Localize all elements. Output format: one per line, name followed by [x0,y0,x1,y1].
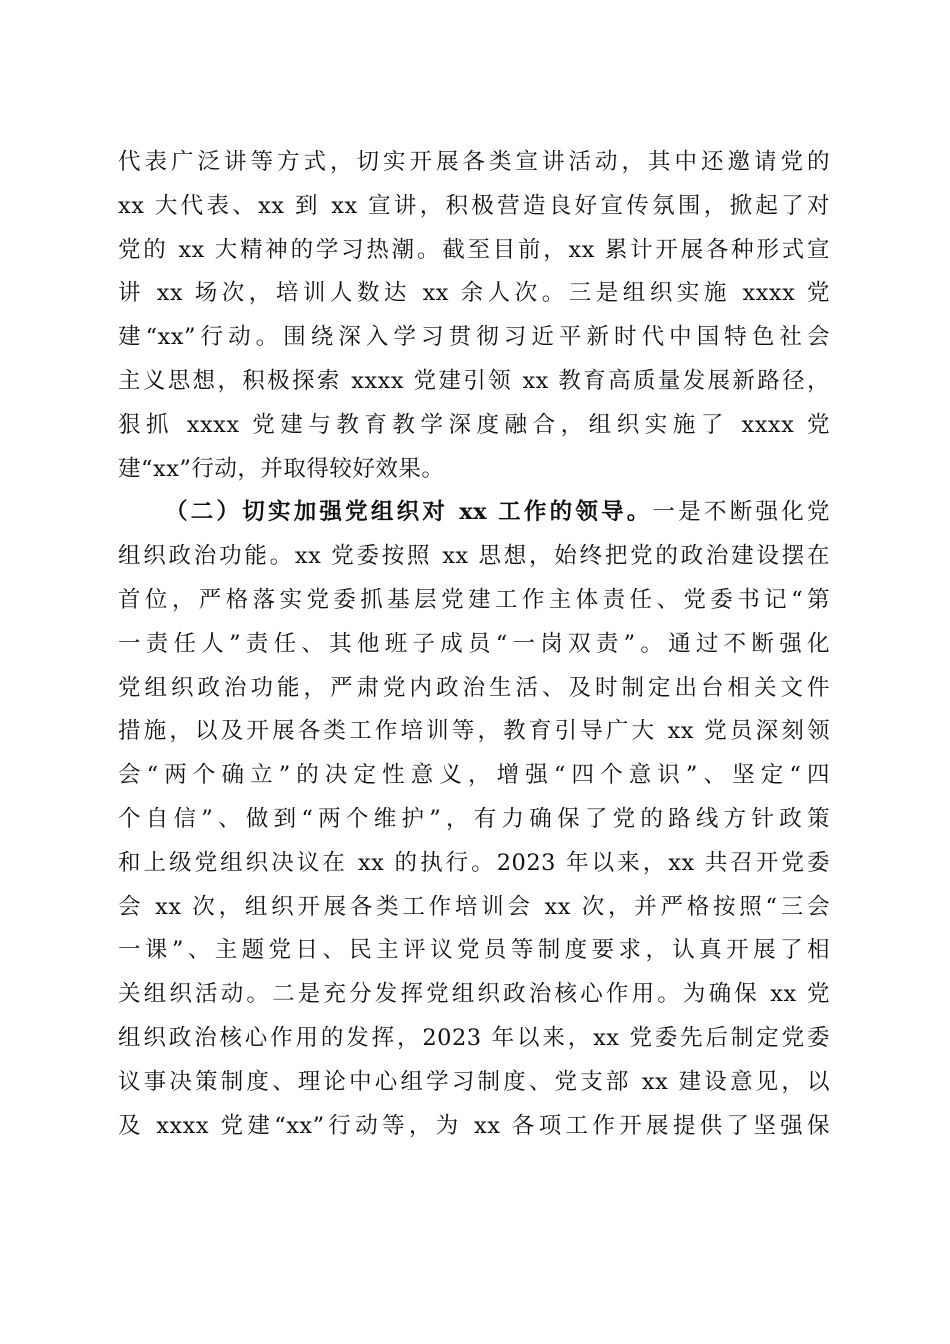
text-line: 议事决策制度、理论中心组学习制度、党支部 xx 建设意见，以 [118,1068,830,1095]
text-line: 党的 xx 大精神的学习热潮。截至目前，xx 累计开展各种形式宣 [118,236,830,263]
text-line: 主义思想，积极探索 xxxx 党建引领 xx 教育高质量发展新路径， [118,368,830,394]
text-line: 讲 xx 场次，培训人数达 xx 余人次。三是组织实施 xxxx 党 [118,280,830,307]
text-line: 建“xx”行动。围绕深入学习贯彻习近平新时代中国特色社会 [118,324,830,351]
section-heading-continuation: 一是不断强化党 [652,499,830,526]
text-line: xx 大代表、xx 到 xx 宣讲，积极营造良好宣传氛围，掀起了对 [118,192,830,219]
text-line: 和上级党组织决议在 xx 的执行。2023 年以来，xx 共召开党委 [118,849,830,876]
text-line: 会“两个确立”的决定性意义，增强“四个意识”、坚定“四 [118,762,830,789]
text-line: 党组织政治功能，严肃党内政治生活、及时制定出台相关文件 [118,674,830,701]
text-line: 首位，严格落实党委抓基层党建工作主体责任、党委书记“第 [118,587,830,613]
section-heading-line [165,492,830,532]
text-line: 个自信”、做到“两个维护”，有力确保了党的路线方针政策 [118,806,830,832]
text-line: 措施，以及开展各类工作培训等，教育引导广大 xx 党员深刻领 [118,718,830,745]
text-line: 会 xx 次，组织开展各类工作培训会 xx 次，并严格按照“三会 [118,893,830,920]
text-line: 狠抓 xxxx 党建与教育教学深度融合，组织实施了 xxxx 党 [118,411,830,438]
text-line: 一责任人”责任、其他班子成员“一岗双责”。通过不断强化 [118,630,830,657]
text-line: 及 xxxx 党建“xx”行动等，为 xx 各项工作开展提供了坚强保 [118,1112,830,1139]
text-line: 组织政治功能。xx 党委按照 xx 思想，始终把党的政治建设摆在 [118,543,830,570]
text-line: 代表广泛讲等方式，切实开展各类宣讲活动，其中还邀请党的 [118,149,830,175]
text-line: 组织政治核心作用的发挥，2023 年以来，xx 党委先后制定党委 [118,1025,830,1051]
section-heading: （二）切实加强党组织对 xx 工作的领导。 [165,499,653,526]
text-line: 建“xx”行动，并取得较好效果。 [118,455,445,482]
text-line: 关组织活动。二是充分发挥党组织政治核心作用。为确保 xx 党 [118,981,830,1008]
text-line: 一课”、主题党日、民主评议党员等制度要求，认真开展了相 [118,937,830,964]
